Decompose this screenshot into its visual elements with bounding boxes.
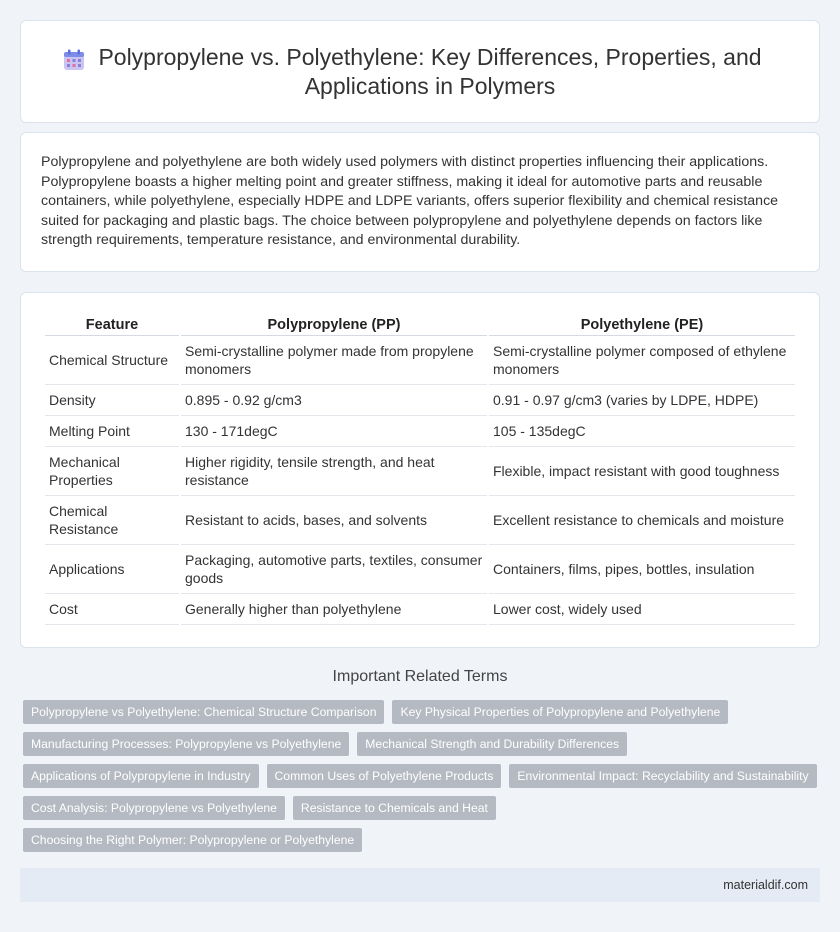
table-header-row [45, 311, 795, 336]
row-feature: Melting Point [45, 416, 179, 447]
calendar-grid-icon [63, 49, 85, 71]
related-tag[interactable]: Resistance to Chemicals and Heat [293, 796, 496, 820]
row-feature: Chemical Resistance [45, 496, 179, 545]
row-pe-value: Excellent resistance to chemicals and moisture [489, 496, 795, 545]
table-row [45, 496, 795, 545]
related-tag[interactable]: Key Physical Properties of Polypropylene and Polyethylene [392, 700, 728, 724]
header-polyethylene: Polyethylene (PE) [489, 311, 795, 336]
row-pp-value: Semi-crystalline polymer made from propylene monomers [181, 336, 487, 385]
related-tag[interactable]: Choosing the Right Polymer: Polypropylene or Polyethylene [23, 828, 362, 852]
row-pp-value: 130 - 171degC [181, 416, 487, 447]
footer-site-link[interactable]: materialdif.com [723, 878, 808, 892]
row-pe-value: Semi-crystalline polymer composed of ethylene monomers [489, 336, 795, 385]
related-tag[interactable]: Mechanical Strength and Durability Differences [357, 732, 627, 756]
related-tag[interactable]: Polypropylene vs Polyethylene: Chemical Structure Comparison [23, 700, 384, 724]
table-row [45, 447, 795, 496]
footer [20, 868, 820, 902]
table-row [45, 594, 795, 625]
related-terms-title: Important Related Terms [332, 668, 508, 685]
row-pe-value: 105 - 135degC [489, 416, 795, 447]
related-terms-section [20, 668, 820, 852]
row-pp-value: 0.895 - 0.92 g/cm3 [181, 385, 487, 416]
comparison-table [43, 311, 797, 625]
related-tag[interactable]: Manufacturing Processes: Polypropylene vs Polyethylene [23, 732, 349, 756]
row-feature: Cost [45, 594, 179, 625]
row-pp-value: Packaging, automotive parts, textiles, consumer goods [181, 545, 487, 594]
table-row [45, 385, 795, 416]
title-card [20, 20, 820, 123]
table-row [45, 545, 795, 594]
related-tag[interactable]: Applications of Polypropylene in Industry [23, 764, 259, 788]
row-pe-value: Lower cost, widely used [489, 594, 795, 625]
row-feature: Mechanical Properties [45, 447, 179, 496]
table-row [45, 336, 795, 385]
row-pp-value: Generally higher than polyethylene [181, 594, 487, 625]
related-tags [20, 700, 820, 852]
related-tag[interactable]: Environmental Impact: Recyclability and Sustainability [509, 764, 816, 788]
row-pe-value: Flexible, impact resistant with good toughness [489, 447, 795, 496]
header-polypropylene: Polypropylene (PP) [181, 311, 487, 336]
row-feature: Density [45, 385, 179, 416]
page-title: Polypropylene vs. Polyethylene: Key Differences, Properties, and Applications in Polymers [98, 43, 762, 99]
intro-card [20, 132, 820, 272]
intro-paragraph: Polypropylene and polyethylene are both widely used polymers with distinct properties influencing their applications. Polypropylene boasts a higher melting point and greater stiffness, making it ideal for automotive parts and reusable containers, while polyethylene, especially HDPE and LDPE variants, offers superior flexibility and chemical resistance suited for packaging and plastic bags. The choice between polypropylene and polyethylene depends on factors like strength requirements, temperature resistance, and environmental durability. [41, 154, 779, 248]
related-tag[interactable]: Cost Analysis: Polypropylene vs Polyethylene [23, 796, 285, 820]
row-pp-value: Higher rigidity, tensile strength, and heat resistance [181, 447, 487, 496]
table-row [45, 416, 795, 447]
header-feature: Feature [45, 311, 179, 336]
related-tag[interactable]: Common Uses of Polyethylene Products [267, 764, 502, 788]
row-pe-value: Containers, films, pipes, bottles, insulation [489, 545, 795, 594]
comparison-card [20, 292, 820, 648]
row-pp-value: Resistant to acids, bases, and solvents [181, 496, 487, 545]
row-pe-value: 0.91 - 0.97 g/cm3 (varies by LDPE, HDPE) [489, 385, 795, 416]
row-feature: Applications [45, 545, 179, 594]
row-feature: Chemical Structure [45, 336, 179, 385]
